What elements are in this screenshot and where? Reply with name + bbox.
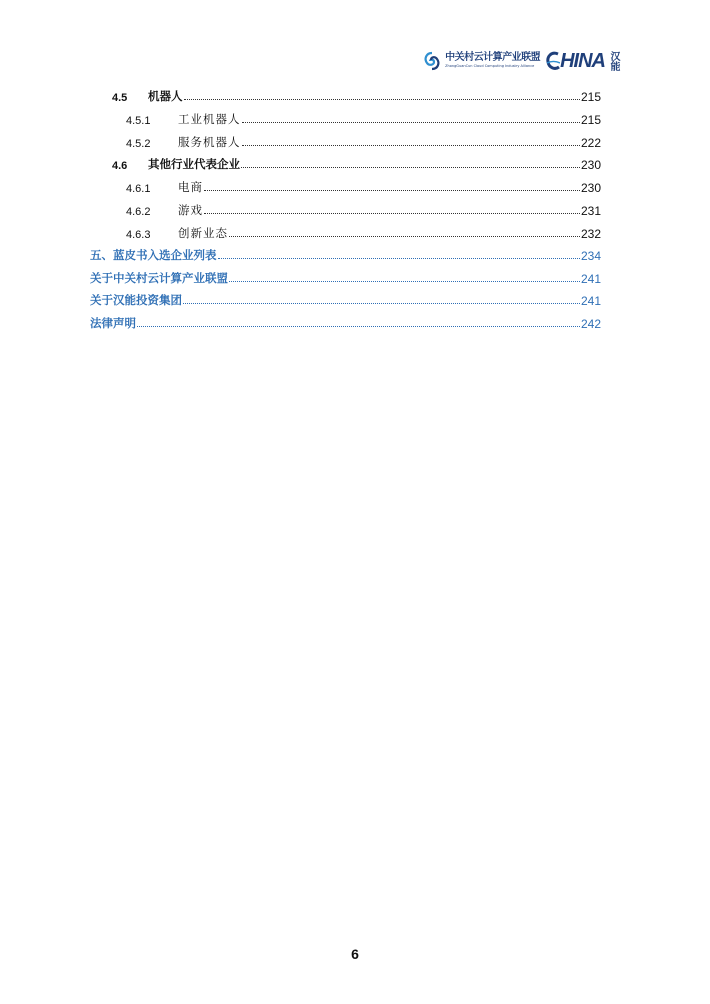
- toc-entry-4-6-1[interactable]: [126, 177, 601, 195]
- hanergy-cn-wordmark: 汉能: [608, 51, 619, 71]
- dot-leader: [204, 190, 580, 191]
- toc-title: 服务机器人: [178, 135, 241, 149]
- toc-title: 机器人: [148, 89, 183, 103]
- toc-entry-4-6-3[interactable]: [126, 223, 601, 241]
- toc-number: 4.6.1: [126, 183, 151, 195]
- toc-entry-4-5-1[interactable]: [126, 109, 601, 127]
- toc-title: 法律声明: [90, 316, 136, 330]
- toc-title: 创新业态: [178, 226, 228, 240]
- toc-page: 241: [580, 294, 601, 308]
- toc-page: 234: [580, 249, 601, 263]
- toc-page: 241: [580, 272, 601, 286]
- dot-leader: [184, 99, 580, 100]
- toc-entry-about-hanergy[interactable]: [90, 290, 601, 308]
- toc-title: 游戏: [178, 203, 203, 217]
- toc-title: 电商: [178, 180, 203, 194]
- toc-title: 其他行业代表企业: [148, 157, 240, 171]
- dot-leader: [204, 213, 580, 214]
- china-hanergy-logo: [546, 50, 618, 73]
- toc-page: 230: [580, 158, 601, 172]
- toc-number: 4.5: [112, 92, 128, 104]
- zgc-alliance-logo: [422, 51, 540, 71]
- c-swoosh-icon: [546, 50, 560, 72]
- dot-leader: [137, 326, 580, 327]
- page-number: 6: [351, 946, 359, 962]
- dot-leader: [229, 236, 580, 237]
- toc-page: 230: [580, 181, 601, 195]
- toc-entry-about-alliance[interactable]: [90, 268, 601, 286]
- toc-entry-4-6-2[interactable]: [126, 200, 601, 218]
- alliance-name-en: ZhongGuanCun Cloud Computing Industry Alliance: [445, 64, 535, 69]
- toc-title: 关于汉能投资集团: [90, 293, 182, 307]
- toc-entry-company-list[interactable]: [90, 245, 601, 263]
- toc-number: 4.5.1: [126, 115, 151, 127]
- toc-page: 215: [580, 90, 601, 104]
- page-header: [422, 46, 618, 76]
- toc-number: 4.5.2: [126, 138, 151, 150]
- dot-leader: [241, 167, 580, 168]
- alliance-swirl-icon: [422, 51, 442, 71]
- toc-title: 工业机器人: [178, 112, 241, 126]
- dot-leader: [183, 303, 580, 304]
- toc-entry-4-5-2[interactable]: [126, 132, 601, 150]
- toc-page: 222: [580, 136, 601, 150]
- dot-leader: [242, 122, 580, 123]
- toc-page: 242: [580, 317, 601, 331]
- toc-page: 231: [580, 204, 601, 218]
- toc-entry-4-6[interactable]: [112, 154, 601, 172]
- toc-page: 232: [580, 227, 601, 241]
- toc-page: 215: [580, 113, 601, 127]
- toc-number: 4.6.3: [126, 229, 151, 241]
- toc-number: 4.6.2: [126, 206, 151, 218]
- toc-title: 关于中关村云计算产业联盟: [90, 271, 228, 285]
- dot-leader: [229, 281, 580, 282]
- dot-leader: [218, 258, 580, 259]
- hina-wordmark: HINA: [560, 49, 605, 72]
- toc-title: 五、蓝皮书入选企业列表: [90, 248, 217, 262]
- toc-entry-4-5[interactable]: [112, 86, 601, 104]
- alliance-name-cn: 中关村云计算产业联盟: [445, 52, 541, 64]
- toc-entry-legal-notice[interactable]: [90, 313, 601, 331]
- dot-leader: [242, 145, 580, 146]
- toc-number: 4.6: [112, 160, 128, 172]
